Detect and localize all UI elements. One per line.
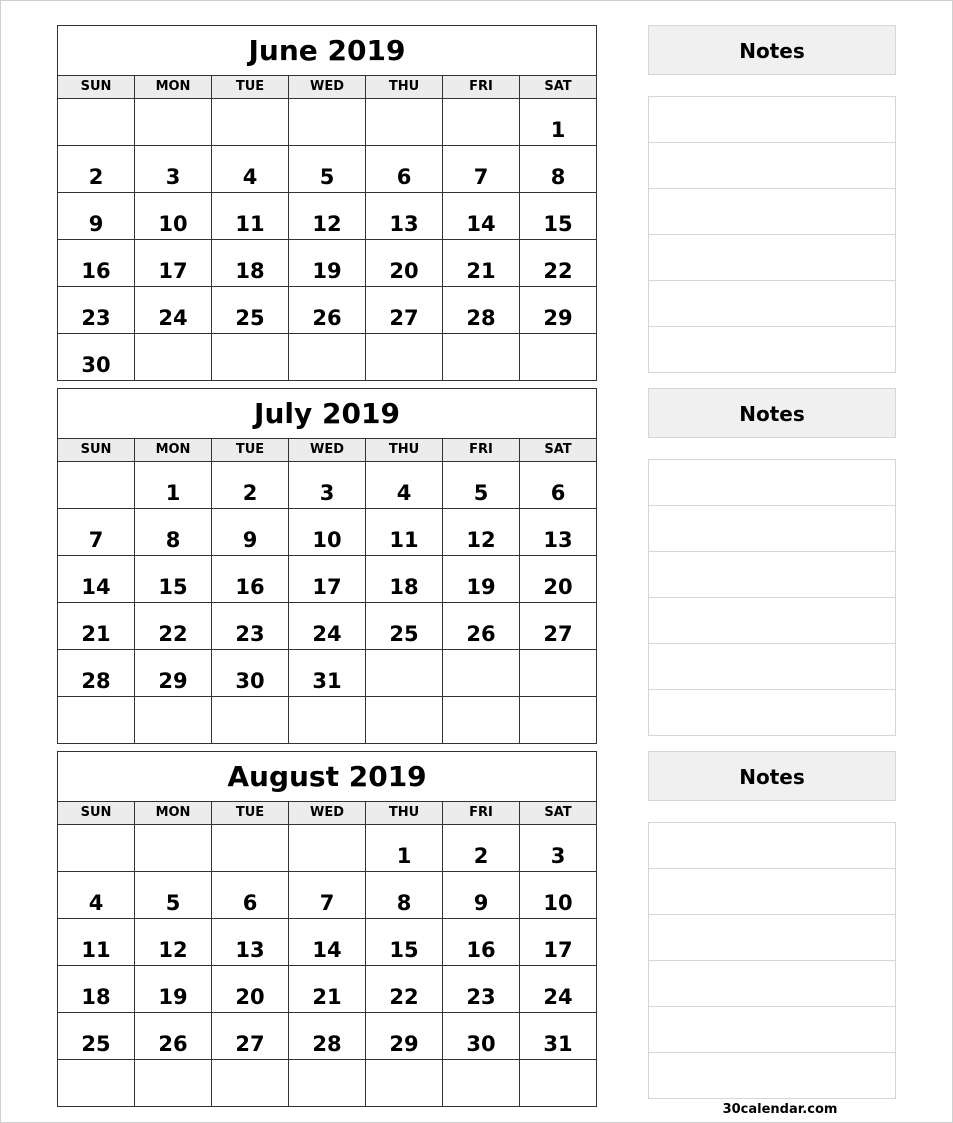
day-cell [58,697,134,743]
day-cell: 31 [519,1013,596,1059]
day-cell: 4 [365,462,442,508]
day-cell: 1 [365,825,442,871]
week-row [58,239,596,286]
week-row [58,192,596,239]
note-line[interactable] [649,597,895,643]
day-cell: 11 [81,938,111,962]
notes-lines [648,459,896,736]
note-line[interactable] [649,280,895,326]
day-cell: 13 [211,919,288,965]
day-cell: 30 [211,650,288,696]
day-cell: 3 [134,146,211,192]
notes-panel-july [648,388,896,736]
weekday-label: MON [134,802,211,824]
day-cell: 5 [442,462,519,508]
day-cell [365,99,442,145]
weekday-header [58,802,596,825]
day-cell [134,1060,211,1106]
day-cell: 13 [365,193,442,239]
day-cell: 10 [519,872,596,918]
week-row [58,1012,596,1059]
day-cell: 3 [519,825,596,871]
day-cell: 25 [211,287,288,333]
weekday-label: SUN [80,442,112,457]
day-cell: 26 [288,287,365,333]
note-line[interactable] [649,551,895,597]
day-cell: 29 [365,1013,442,1059]
day-cell: 27 [365,287,442,333]
weekday-header [58,76,596,99]
note-line[interactable] [649,868,895,914]
week-row [58,333,596,380]
day-cell [58,1060,134,1106]
day-cell: 14 [81,575,111,599]
day-cell: 6 [365,146,442,192]
day-cell: 28 [288,1013,365,1059]
day-cell: 9 [211,509,288,555]
calendar-june-2019 [57,25,597,381]
notes-panel-august [648,751,896,1099]
day-cell: 16 [81,259,111,283]
month-title: August 2019 [58,752,596,802]
week-row [58,918,596,965]
day-cell: 29 [134,650,211,696]
day-cell [58,825,134,871]
week-row [58,508,596,555]
weekday-label: MON [134,76,211,98]
note-line[interactable] [649,142,895,188]
day-cell: 4 [211,146,288,192]
week-row [58,555,596,602]
month-title: June 2019 [58,26,596,76]
day-cell: 5 [134,872,211,918]
calendar-july-2019 [57,388,597,744]
weekday-label: SUN [80,805,112,820]
notes-header: Notes [648,388,896,438]
day-cell: 24 [134,287,211,333]
day-cell [211,697,288,743]
weekday-label: FRI [442,802,519,824]
day-cell: 20 [519,556,596,602]
weekday-label: WED [288,439,365,461]
day-cell: 14 [288,919,365,965]
note-line[interactable] [649,460,895,505]
day-cell: 15 [519,193,596,239]
day-cell: 17 [288,556,365,602]
week-row [58,602,596,649]
day-cell: 30 [442,1013,519,1059]
day-cell [288,334,365,380]
week-row [58,871,596,918]
weekday-label: WED [288,802,365,824]
weekday-label: SAT [519,76,596,98]
weeks-grid [58,462,596,743]
day-cell: 22 [519,240,596,286]
day-cell: 7 [288,872,365,918]
day-cell [365,334,442,380]
note-line[interactable] [649,914,895,960]
day-cell: 26 [134,1013,211,1059]
weekday-label: SAT [519,802,596,824]
day-cell: 10 [288,509,365,555]
day-cell [211,334,288,380]
day-cell: 22 [365,966,442,1012]
day-cell: 24 [519,966,596,1012]
day-cell: 29 [519,287,596,333]
weekday-label: SAT [519,439,596,461]
day-cell: 6 [519,462,596,508]
day-cell [519,650,596,696]
weekday-label: FRI [442,439,519,461]
day-cell: 19 [442,556,519,602]
note-line[interactable] [649,1006,895,1052]
day-cell [442,1060,519,1106]
day-cell: 12 [134,919,211,965]
day-cell [365,650,442,696]
weekday-label: THU [365,76,442,98]
day-cell: 16 [442,919,519,965]
weekday-header [58,439,596,462]
day-cell: 1 [519,99,596,145]
day-cell: 25 [365,603,442,649]
day-cell: 9 [88,212,104,236]
note-line[interactable] [649,234,895,280]
day-cell: 16 [211,556,288,602]
weekday-label: SUN [80,79,112,94]
weekday-label: TUE [211,802,288,824]
notes-lines [648,822,896,1099]
day-cell [211,99,288,145]
day-cell [519,697,596,743]
day-cell: 8 [134,509,211,555]
day-cell: 15 [365,919,442,965]
week-row [58,462,596,508]
weekday-label: MON [134,439,211,461]
day-cell: 2 [442,825,519,871]
day-cell: 25 [81,1032,111,1056]
day-cell: 6 [211,872,288,918]
day-cell: 15 [134,556,211,602]
day-cell [365,697,442,743]
day-cell: 24 [288,603,365,649]
week-row [58,145,596,192]
week-row [58,1059,596,1106]
day-cell: 23 [81,306,111,330]
week-row [58,649,596,696]
day-cell: 2 [88,165,104,189]
weekday-label: THU [365,439,442,461]
day-cell: 26 [442,603,519,649]
day-cell: 31 [288,650,365,696]
weekday-label: TUE [211,439,288,461]
note-line[interactable] [649,689,895,735]
day-cell [442,650,519,696]
day-cell [288,697,365,743]
day-cell: 3 [288,462,365,508]
day-cell: 17 [134,240,211,286]
day-cell [134,697,211,743]
calendar-august-2019 [57,751,597,1107]
weeks-grid [58,99,596,380]
day-cell: 21 [288,966,365,1012]
day-cell: 1 [134,462,211,508]
day-cell: 5 [288,146,365,192]
day-cell: 23 [211,603,288,649]
day-cell: 21 [442,240,519,286]
day-cell: 9 [442,872,519,918]
day-cell: 13 [519,509,596,555]
day-cell: 21 [81,622,111,646]
day-cell: 10 [134,193,211,239]
day-cell: 2 [211,462,288,508]
note-line[interactable] [649,326,895,372]
notes-header: Notes [648,751,896,801]
day-cell [211,825,288,871]
day-cell: 19 [288,240,365,286]
week-row [58,696,596,743]
note-line[interactable] [649,188,895,234]
note-line[interactable] [649,1052,895,1098]
weekday-label: THU [365,802,442,824]
day-cell: 20 [211,966,288,1012]
day-cell [288,99,365,145]
day-cell: 28 [442,287,519,333]
day-cell: 8 [519,146,596,192]
note-line[interactable] [649,823,895,868]
day-cell [442,99,519,145]
day-cell [288,1060,365,1106]
day-cell: 7 [88,528,104,552]
notes-lines [648,96,896,373]
weekday-label: TUE [211,76,288,98]
day-cell: 18 [365,556,442,602]
day-cell: 30 [81,353,111,377]
day-cell: 20 [365,240,442,286]
day-cell: 8 [365,872,442,918]
day-cell: 17 [519,919,596,965]
footer-site-credit: 30calendar.com [722,1102,838,1117]
day-cell: 28 [81,669,111,693]
day-cell: 11 [365,509,442,555]
note-line[interactable] [649,97,895,142]
day-cell [134,334,211,380]
notes-header: Notes [648,25,896,75]
day-cell [58,99,134,145]
week-row [58,825,596,871]
day-cell [58,462,134,508]
day-cell: 18 [81,985,111,1009]
day-cell: 27 [519,603,596,649]
note-line[interactable] [649,960,895,1006]
day-cell: 18 [211,240,288,286]
day-cell [365,1060,442,1106]
month-title: July 2019 [58,389,596,439]
day-cell: 22 [134,603,211,649]
day-cell [134,825,211,871]
day-cell [211,1060,288,1106]
note-line[interactable] [649,643,895,689]
week-row [58,99,596,145]
weekday-label: FRI [442,76,519,98]
day-cell: 7 [442,146,519,192]
day-cell [442,334,519,380]
week-row [58,965,596,1012]
day-cell: 14 [442,193,519,239]
day-cell: 4 [88,891,104,915]
weekday-label: WED [288,76,365,98]
day-cell [519,334,596,380]
weeks-grid [58,825,596,1106]
week-row [58,286,596,333]
day-cell [442,697,519,743]
day-cell: 19 [134,966,211,1012]
day-cell [519,1060,596,1106]
day-cell: 11 [211,193,288,239]
day-cell [134,99,211,145]
note-line[interactable] [649,505,895,551]
day-cell: 23 [442,966,519,1012]
day-cell: 12 [442,509,519,555]
day-cell: 12 [288,193,365,239]
notes-panel-june [648,25,896,373]
day-cell: 27 [211,1013,288,1059]
day-cell [288,825,365,871]
